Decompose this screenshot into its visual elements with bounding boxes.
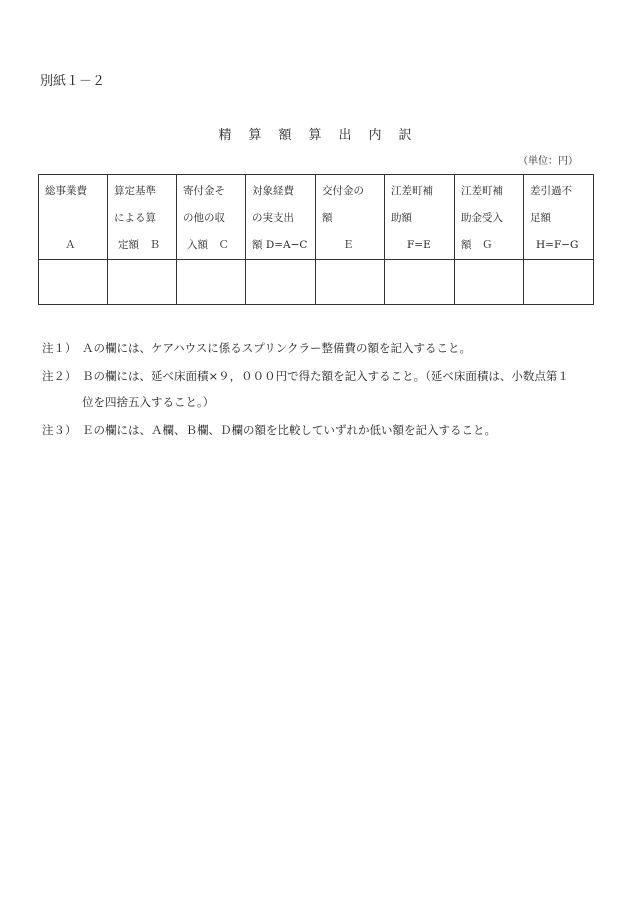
amount-cell-b[interactable] — [108, 260, 177, 305]
header-f-line1: 江差町補 — [391, 185, 433, 197]
document-title: 精算額算出内訳 — [218, 128, 429, 143]
note-1-text: Ａの欄には、ケアハウスに係るスプリンクラー整備費の額を記入すること。 — [82, 341, 472, 355]
header-cell-f — [385, 175, 455, 260]
table-header-row — [39, 175, 594, 260]
amount-cell-g[interactable] — [455, 260, 524, 305]
page-label: 別紙１－２ — [40, 74, 106, 89]
header-c-line1: 寄付金そ — [183, 185, 225, 197]
amount-cell-h[interactable] — [524, 260, 594, 305]
header-cell-b — [108, 175, 177, 260]
amount-cell-e[interactable] — [316, 260, 385, 305]
header-h-line2: 足額 — [530, 212, 551, 224]
header-b-line1: 算定基準 — [114, 185, 156, 197]
header-a-line1: 総事業費 — [45, 185, 87, 197]
header-b-line3: 定額 Ｂ — [118, 239, 160, 251]
unit-label: （単位：円） — [518, 156, 578, 167]
table-row — [39, 260, 594, 305]
header-g-line3: 額 Ｇ — [461, 239, 493, 251]
header-d-line3: 額 D=A−C — [252, 239, 308, 251]
header-b-line2: による算 — [114, 212, 156, 224]
header-g-line2: 助金受入 — [461, 212, 503, 224]
note-2-text: Ｂの欄には、延べ床面積×９，０００円で得た額を記入すること。（延べ床面積は、小数点第１ — [82, 369, 569, 383]
header-f-line2: 助額 — [391, 212, 412, 224]
header-d-line1: 対象経費 — [252, 185, 294, 197]
header-cell-c — [177, 175, 246, 260]
note-3-number: 注３） — [42, 423, 77, 437]
header-e-line3: Ｅ — [343, 239, 354, 251]
note-1-number: 注１） — [42, 341, 77, 355]
header-h-line3: H=F−G — [536, 239, 579, 251]
header-cell-e — [316, 175, 385, 260]
header-cell-a — [39, 175, 108, 260]
header-cell-d — [246, 175, 316, 260]
header-h-line1: 差引過不 — [530, 185, 572, 197]
note-2-text-continued: 位を四捨五入すること。） — [82, 395, 215, 409]
header-c-line3: 入額 Ｃ — [187, 239, 229, 251]
amount-cell-a[interactable] — [39, 260, 108, 305]
header-d-line2: の実支出 — [252, 212, 294, 224]
header-cell-g — [455, 175, 524, 260]
header-f-line3: F=E — [407, 239, 431, 251]
header-c-line2: の他の収 — [183, 212, 225, 224]
amount-cell-d[interactable] — [246, 260, 316, 305]
header-a-line3: Ａ — [65, 239, 76, 251]
header-cell-h — [524, 175, 594, 260]
calculation-table — [38, 174, 594, 305]
note-2-number: 注２） — [42, 369, 77, 383]
note-3-text: Ｅの欄には、Ａ欄、Ｂ欄、Ｄ欄の額を比較していずれか低い額を記入すること。 — [82, 423, 496, 437]
header-e-line2: 額 — [322, 212, 333, 224]
amount-cell-f[interactable] — [385, 260, 455, 305]
header-e-line1: 交付金の — [322, 185, 364, 197]
amount-cell-c[interactable] — [177, 260, 246, 305]
header-g-line1: 江差町補 — [461, 185, 503, 197]
